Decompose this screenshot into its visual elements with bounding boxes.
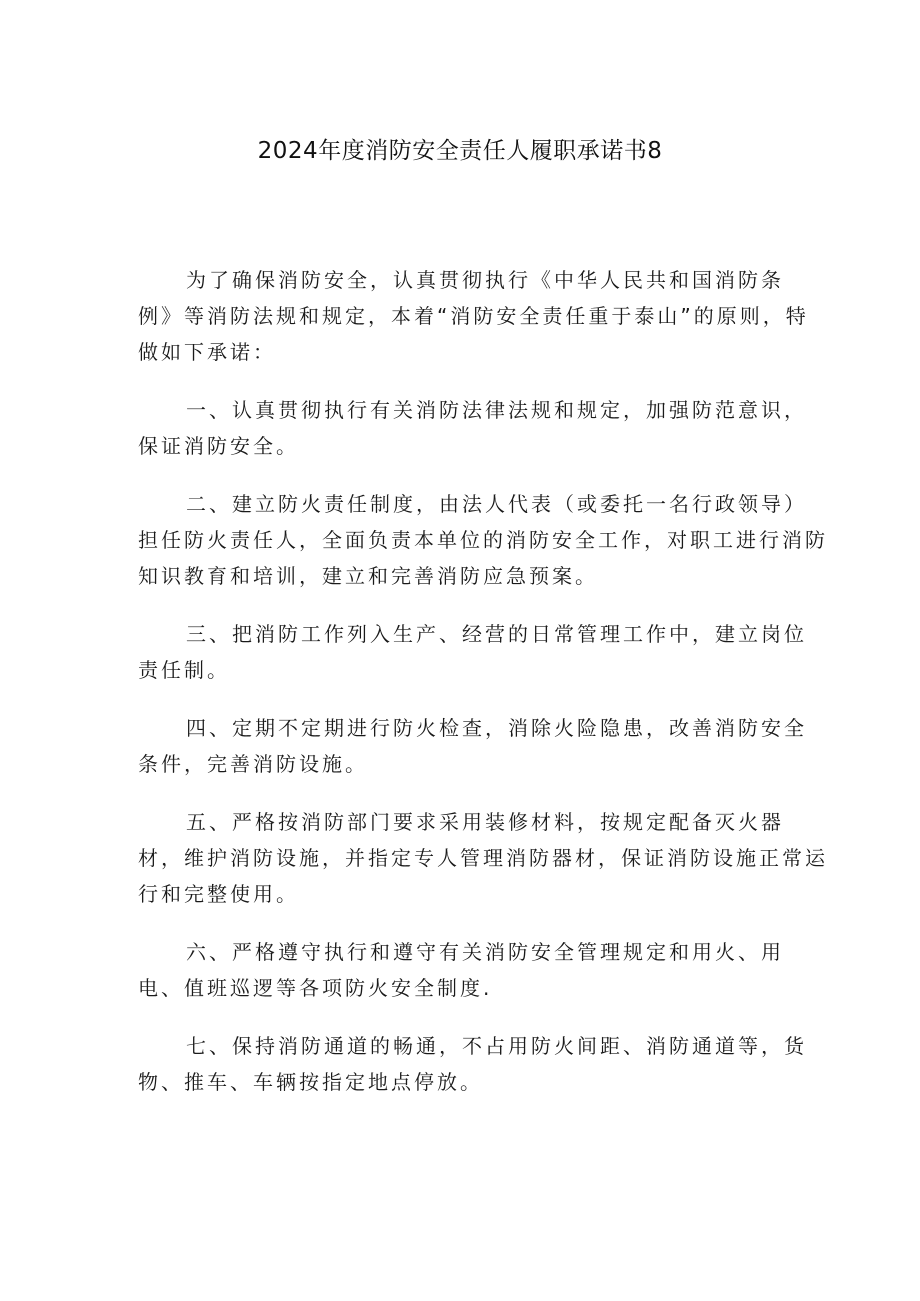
paragraph-line: 材，维护消防设施，并指定专人管理消防器材，保证消防设施正常运 (138, 846, 828, 870)
paragraph-item-7 (138, 1028, 807, 1100)
document-body (138, 262, 828, 1100)
paragraph-line: 四、定期不定期进行防火检查，消除火险隐患，改善消防安全 (186, 716, 807, 740)
paragraph-item-5 (138, 804, 828, 912)
paragraph-item-3 (138, 616, 807, 688)
paragraph-item-1 (138, 392, 807, 464)
paragraph-item-4 (138, 710, 807, 782)
paragraph-line: 七、保持消防通道的畅通，不占用防火间距、消防通道等，货 (186, 1034, 807, 1058)
paragraph-line: 责任制。 (138, 658, 230, 682)
paragraph-line: 做如下承诺： (138, 340, 276, 364)
paragraph-item-6 (138, 934, 788, 1006)
paragraph-line: 三、把消防工作列入生产、经营的日常管理工作中，建立岗位 (186, 622, 807, 646)
paragraph-line: 例》等消防法规和规定，本着“消防安全责任重于泰山”的原则，特 (138, 304, 809, 328)
paragraph-line: 为了确保消防安全，认真贯彻执行《中华人民共和国消防条 (186, 268, 784, 292)
paragraph-preamble (138, 262, 809, 370)
paragraph-line: 二、建立防火责任制度，由法人代表（或委托一名行政领导） (186, 492, 807, 516)
paragraph-line: 一、认真贯彻执行有关消防法律法规和规定，加强防范意识， (186, 398, 807, 422)
document-title: 2024年度消防安全责任人履职承诺书8 (257, 138, 663, 164)
paragraph-item-2 (138, 486, 828, 594)
paragraph-line: 条件，完善消防设施。 (138, 752, 368, 776)
paragraph-line: 行和完整使用。 (138, 882, 299, 906)
paragraph-line: 知识教育和培训，建立和完善消防应急预案。 (138, 564, 598, 588)
paragraph-line: 电、值班巡逻等各项防火安全制度. (138, 976, 493, 1000)
paragraph-line: 担任防火责任人，全面负责本单位的消防安全工作，对职工进行消防 (138, 528, 828, 552)
paragraph-line: 保证消防安全。 (138, 434, 299, 458)
paragraph-line: 物、推车、车辆按指定地点停放。 (138, 1070, 483, 1094)
paragraph-line: 六、严格遵守执行和遵守有关消防安全管理规定和用火、用 (186, 940, 784, 964)
paragraph-line: 五、严格按消防部门要求采用装修材料，按规定配备灭火器 (186, 810, 784, 834)
